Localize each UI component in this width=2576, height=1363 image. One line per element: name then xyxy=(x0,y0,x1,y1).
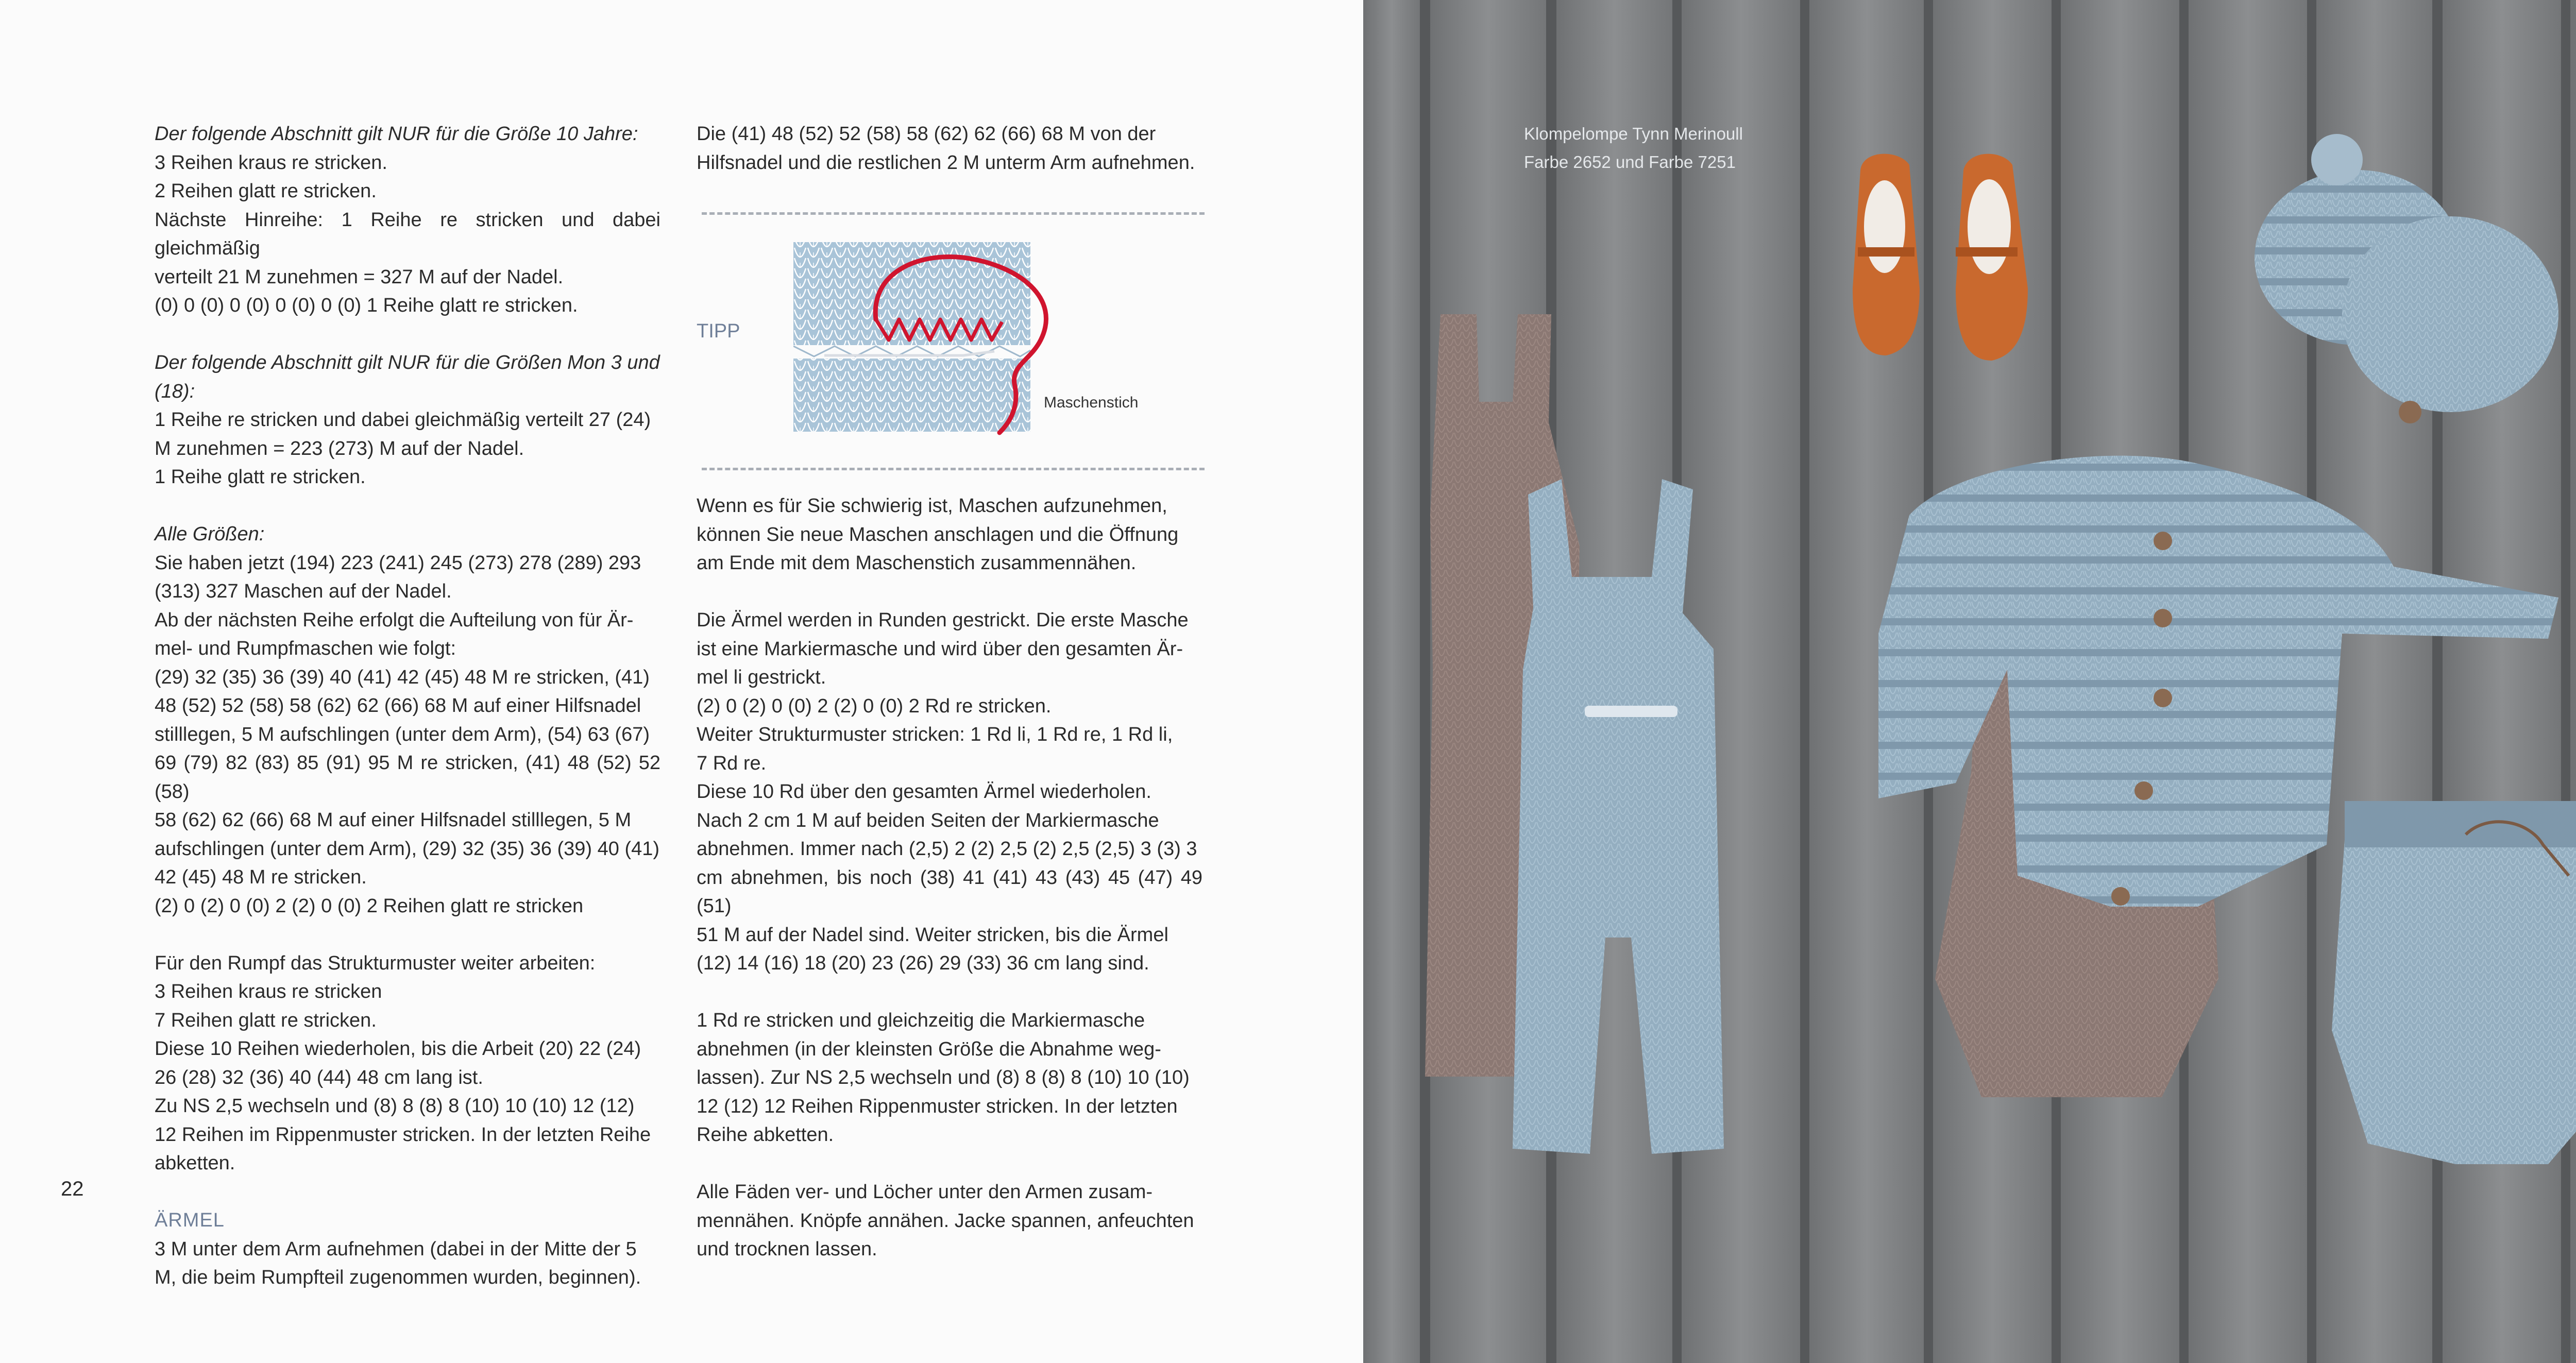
mattress-stitch-illustration xyxy=(793,237,1061,438)
text-line: (2) 0 (2) 0 (0) 2 (2) 0 (0) 2 Reihen glatt re stricken xyxy=(155,895,584,917)
text-line: 1 Reihe glatt re stricken. xyxy=(155,466,366,488)
text-line: 3 M unter dem Arm aufnehmen (dabei in der Mitte der 5 xyxy=(155,1238,637,1260)
text-line: mel- und Rumpfmaschen wie folgt: xyxy=(155,638,456,659)
paragraph-spacer xyxy=(155,921,660,949)
text-line: 51 M auf der Nadel sind. Weiter stricken, bis die Ärmel xyxy=(697,924,1168,946)
product-photo xyxy=(1363,0,2576,1363)
text-line: Zu NS 2,5 wechseln und (8) 8 (8) 8 (10) 10 (10) 12 (12) xyxy=(155,1095,635,1117)
tip-caption: Maschenstich xyxy=(1044,394,1139,411)
text-line: Sie haben jetzt (194) 223 (241) 245 (273) 278 (289) 293 xyxy=(155,552,641,574)
tip-label: TIPP xyxy=(697,320,740,342)
text-line: 7 Rd re. xyxy=(697,752,767,774)
text-line: 2 Reihen glatt re stricken. xyxy=(155,180,377,202)
photo-caption-line-2: Farbe 2652 und Farbe 7251 xyxy=(1524,152,1736,172)
text-line: 3 Reihen kraus re stricken. xyxy=(155,151,387,174)
text-line: 26 (28) 32 (36) 40 (44) 48 cm lang ist. xyxy=(155,1066,483,1088)
text-line: Für den Rumpf das Strukturmuster weiter arbeiten: xyxy=(155,952,596,974)
blue-bloomers xyxy=(2332,801,2576,1164)
text-line: Alle Fäden ver- und Löcher unter den Armen zusam- xyxy=(697,1181,1153,1203)
section-heading: ÄRMEL xyxy=(155,1209,225,1231)
text-line: 58 (62) 62 (66) 68 M auf einer Hilfsnadel stilllegen, 5 M xyxy=(155,809,632,831)
instructions-right-bottom xyxy=(697,492,1202,1264)
text-line: (29) 32 (35) 36 (39) 40 (41) 42 (45) 48 M re stricken, (41) xyxy=(155,666,650,688)
page-number: 22 xyxy=(61,1178,84,1200)
text-line: Diese 10 Reihen wiederholen, bis die Arbeit (20) 22 (24) xyxy=(155,1038,641,1060)
text-line: verteilt 21 M zunehmen = 327 M auf der Nadel. xyxy=(155,266,564,288)
text-line: Die Ärmel werden in Runden gestrickt. Die erste Masche xyxy=(697,609,1189,631)
text-line: 42 (45) 48 M re stricken. xyxy=(155,866,367,888)
text-line: aufschlingen (unter dem Arm), (29) 32 (35) 36 (39) 40 (41) xyxy=(155,838,660,860)
text-line: Wenn es für Sie schwierig ist, Maschen aufzunehmen, xyxy=(697,495,1167,517)
text-line: (2) 0 (2) 0 (0) 2 (2) 0 (0) 2 Rd re stricken. xyxy=(697,695,1052,717)
text-line: und trocknen lassen. xyxy=(697,1238,877,1260)
text-line: Alle Größen: xyxy=(155,523,265,545)
text-line: (12) 14 (16) 18 (20) 23 (26) 29 (33) 36 cm lang sind. xyxy=(697,952,1149,974)
text-line: 48 (52) 52 (58) 58 (62) 62 (66) 68 M auf einer Hilfsnadel xyxy=(155,695,641,717)
text-line: cm abnehmen, bis noch (38) 41 (41) 43 (43) 45 (47) 49 (51) xyxy=(697,866,1202,917)
text-line: 12 Reihen im Rippenmuster stricken. In der letzten Reihe xyxy=(155,1123,651,1146)
paragraph-spacer xyxy=(697,578,1202,607)
text-line: mennähen. Knöpfe annähen. Jacke spannen, anfeuchten xyxy=(697,1209,1194,1232)
text-line: Ab der nächsten Reihe erfolgt die Aufteilung von für Är- xyxy=(155,609,634,631)
text-line: lassen). Zur NS 2,5 wechseln und (8) 8 (8) 8 (10) 10 (10) xyxy=(697,1067,1190,1088)
text-line: Die (41) 48 (52) 52 (58) 58 (62) 62 (66) 68 M von der xyxy=(697,123,1156,145)
text-line: 12 (12) 12 Reihen Rippenmuster stricken. In der letzten xyxy=(697,1095,1178,1117)
paragraph-spacer xyxy=(155,492,660,521)
paragraph-spacer xyxy=(697,978,1202,1007)
paragraph-spacer xyxy=(155,1178,660,1207)
photo-caption xyxy=(1524,120,1743,176)
tip-divider-top xyxy=(702,212,1205,215)
text-line: abketten. xyxy=(155,1152,235,1174)
instructions-right-top xyxy=(697,120,1202,177)
text-line: stilllegen, 5 M aufschlingen (unter dem Arm), (54) 63 (67) xyxy=(155,723,650,745)
instructions-column-right xyxy=(697,120,1202,177)
text-line: 1 Reihe re stricken und dabei gleichmäßig verteilt 27 (24) xyxy=(155,409,651,431)
text-line: 7 Reihen glatt re stricken. xyxy=(155,1009,377,1031)
instructions-column-left xyxy=(155,120,660,1292)
text-line: M zunehmen = 223 (273) M auf der Nadel. xyxy=(155,437,524,459)
text-line: mel li gestrickt. xyxy=(697,667,826,688)
text-line: abnehmen (in der kleinsten Größe die Abnahme weg- xyxy=(697,1038,1161,1060)
text-line: 3 Reihen kraus re stricken xyxy=(155,981,382,1002)
text-line: am Ende mit dem Maschenstich zusammennähen. xyxy=(697,552,1137,574)
paragraph-spacer xyxy=(155,320,660,349)
text-line: M, die beim Rumpfteil zugenommen wurden, beginnen). xyxy=(155,1267,641,1288)
text-line: Weiter Strukturmuster stricken: 1 Rd li, 1 Rd re, 1 Rd li, xyxy=(697,724,1173,745)
text-line: (0) 0 (0) 0 (0) 0 (0) 0 (0) 1 Reihe glatt re stricken. xyxy=(155,295,578,316)
knit-piece-top xyxy=(793,242,1030,345)
text-line: 69 (79) 82 (83) 85 (91) 95 M re stricken, (41) 48 (52) 52 (58) xyxy=(155,752,660,803)
text-line: (313) 327 Maschen auf der Nadel. xyxy=(155,581,452,602)
text-line: ist eine Markiermasche und wird über den gesamten Är- xyxy=(697,638,1183,660)
text-line: abnehmen. Immer nach (2,5) 2 (2) 2,5 (2) 2,5 (2,5) 3 (3) 3 xyxy=(697,838,1197,860)
paragraph-spacer xyxy=(697,1150,1202,1179)
tip-divider-bottom xyxy=(702,468,1205,470)
text-line: (18): xyxy=(155,380,195,402)
text-line: Diese 10 Rd über den gesamten Ärmel wiederholen. xyxy=(697,781,1151,803)
text-line: können Sie neue Maschen anschlagen und die Öffnung xyxy=(697,523,1179,546)
text-line: Hilfsnadel und die restlichen 2 M unterm Arm aufnehmen. xyxy=(697,151,1195,174)
text-line: Der folgende Abschnitt gilt NUR für die Größen Mon 3 und xyxy=(155,352,660,373)
text-line: Reihe abketten. xyxy=(697,1124,834,1146)
text-line: Nächste Hinreihe: 1 Reihe re stricken und dabei gleichmäßig xyxy=(155,209,660,259)
text-line: Nach 2 cm 1 M auf beiden Seiten der Markiermasche xyxy=(697,809,1159,831)
text-line: 1 Rd re stricken und gleichzeitig die Markiermasche xyxy=(697,1010,1145,1031)
knit-piece-bottom xyxy=(793,359,1030,432)
photo-caption-line-1: Klompelompe Tynn Merinoull xyxy=(1524,124,1743,143)
text-line: Der folgende Abschnitt gilt NUR für die Größe 10 Jahre: xyxy=(155,123,638,145)
